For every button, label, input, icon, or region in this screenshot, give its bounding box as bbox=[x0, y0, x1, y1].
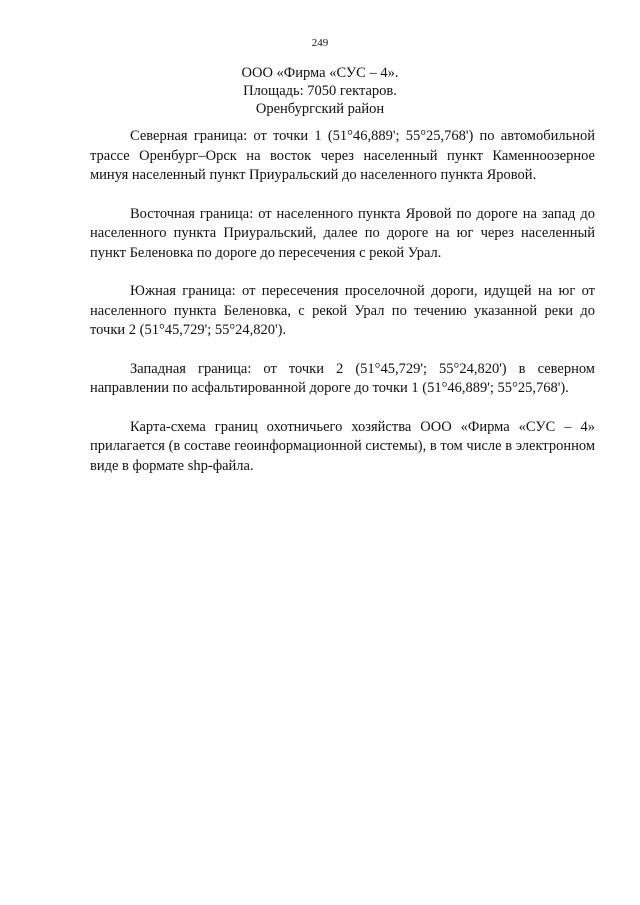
document-body bbox=[90, 127, 595, 495]
area-line: Площадь: 7050 гектаров. bbox=[243, 83, 397, 99]
map-scheme-paragraph: Карта-схема границ охотничьего хозяйства ООО «Фирма «СУС – 4» прилагается (в составе геоинформационной системы), в том числе в электронном виде в формате shp-файла. bbox=[90, 418, 595, 474]
organization-title: ООО «Фирма «СУС – 4». bbox=[241, 65, 399, 81]
document-header bbox=[0, 64, 640, 118]
west-boundary-paragraph: Западная граница: от точки 2 (51°45,729'; 55°24,820') в северном направлении по асфальтированной дороге до точки 1 (51°46,889'; 55°25,768'). bbox=[90, 360, 595, 396]
page-number: 249 bbox=[311, 37, 329, 49]
east-boundary-paragraph: Восточная граница: от населенного пункта Яровой по дороге на запад до населенного пункта Приуральский, далее по дороге на юг через населенный пункт Беленовка по дороге до пересечения с рекой Урал. bbox=[90, 205, 595, 261]
north-boundary-paragraph: Северная граница: от точки 1 (51°46,889'; 55°25,768') по автомобильной трассе Оренбург–Орск на восток через населенный пункт Каменноозерное минуя населенный пункт Приуральский до населенного пункта Яровой. bbox=[90, 128, 595, 183]
district-line: Оренбургский район bbox=[255, 101, 385, 117]
south-boundary-paragraph: Южная граница: от пересечения проселочной дороги, идущей на юг от населенного пункта Беленовка, с рекой Урал по течению указанной реки до точки 2 (51°45,729'; 55°24,820'). bbox=[90, 283, 595, 338]
